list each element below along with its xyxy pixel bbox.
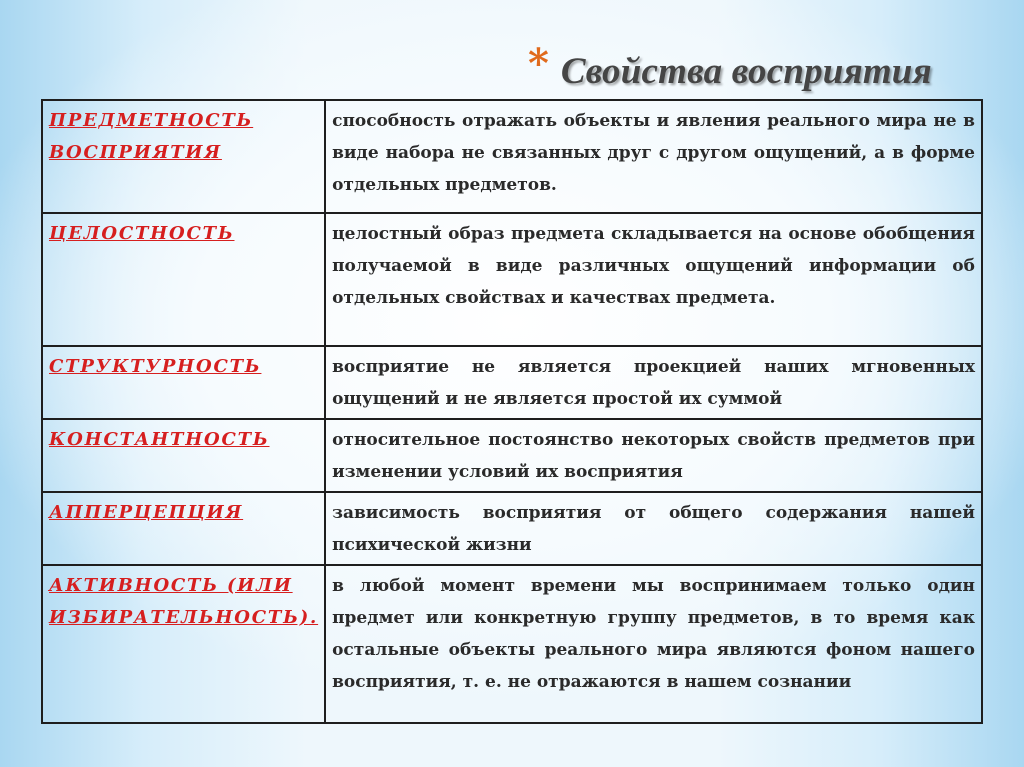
table-row (42, 213, 982, 346)
page-title: Свойства восприятия (560, 51, 932, 92)
table-row (42, 100, 982, 213)
table-row (42, 565, 982, 723)
property-description: способность отражать объекты и явления реального мира не в виде набора не связанных друг с другом ощущений, а в форме отдельных предметов. (325, 100, 982, 213)
slide-title (528, 30, 932, 90)
property-description: зависимость восприятия от общего содержания нашей психической жизни (325, 492, 982, 565)
property-description: относительное постоянство некоторых свойств предметов при изменении условий их восприятия (325, 419, 982, 492)
table-row (42, 346, 982, 419)
property-description: целостный образ предмета складывается на основе обобщения получаемой в виде различных ощущений информации об отдельных свойствах и качествах предмета. (325, 213, 982, 346)
title-asterisk: * (528, 40, 549, 87)
property-term: АКТИВНОСТЬ (ИЛИ ИЗБИРАТЕЛЬНОСТЬ). (42, 565, 325, 723)
property-term: КОНСТАНТНОСТЬ (42, 419, 325, 492)
property-description: восприятие не является проекцией наших мгновенных ощущений и не является простой их суммой (325, 346, 982, 419)
property-term: ПРЕДМЕТНОСТЬ ВОСПРИЯТИЯ (42, 100, 325, 213)
property-term: ЦЕЛОСТНОСТЬ (42, 213, 325, 346)
properties-table (41, 99, 983, 724)
property-term: СТРУКТУРНОСТЬ (42, 346, 325, 419)
property-term: АППЕРЦЕПЦИЯ (42, 492, 325, 565)
table-row (42, 419, 982, 492)
property-description: в любой момент времени мы воспринимаем только один предмет или конкретную группу предметов, в то время как остальные объекты реального мира являются фоном нашего восприятия, т. е. не отражаются в нашем сознании (325, 565, 982, 723)
table-row (42, 492, 982, 565)
